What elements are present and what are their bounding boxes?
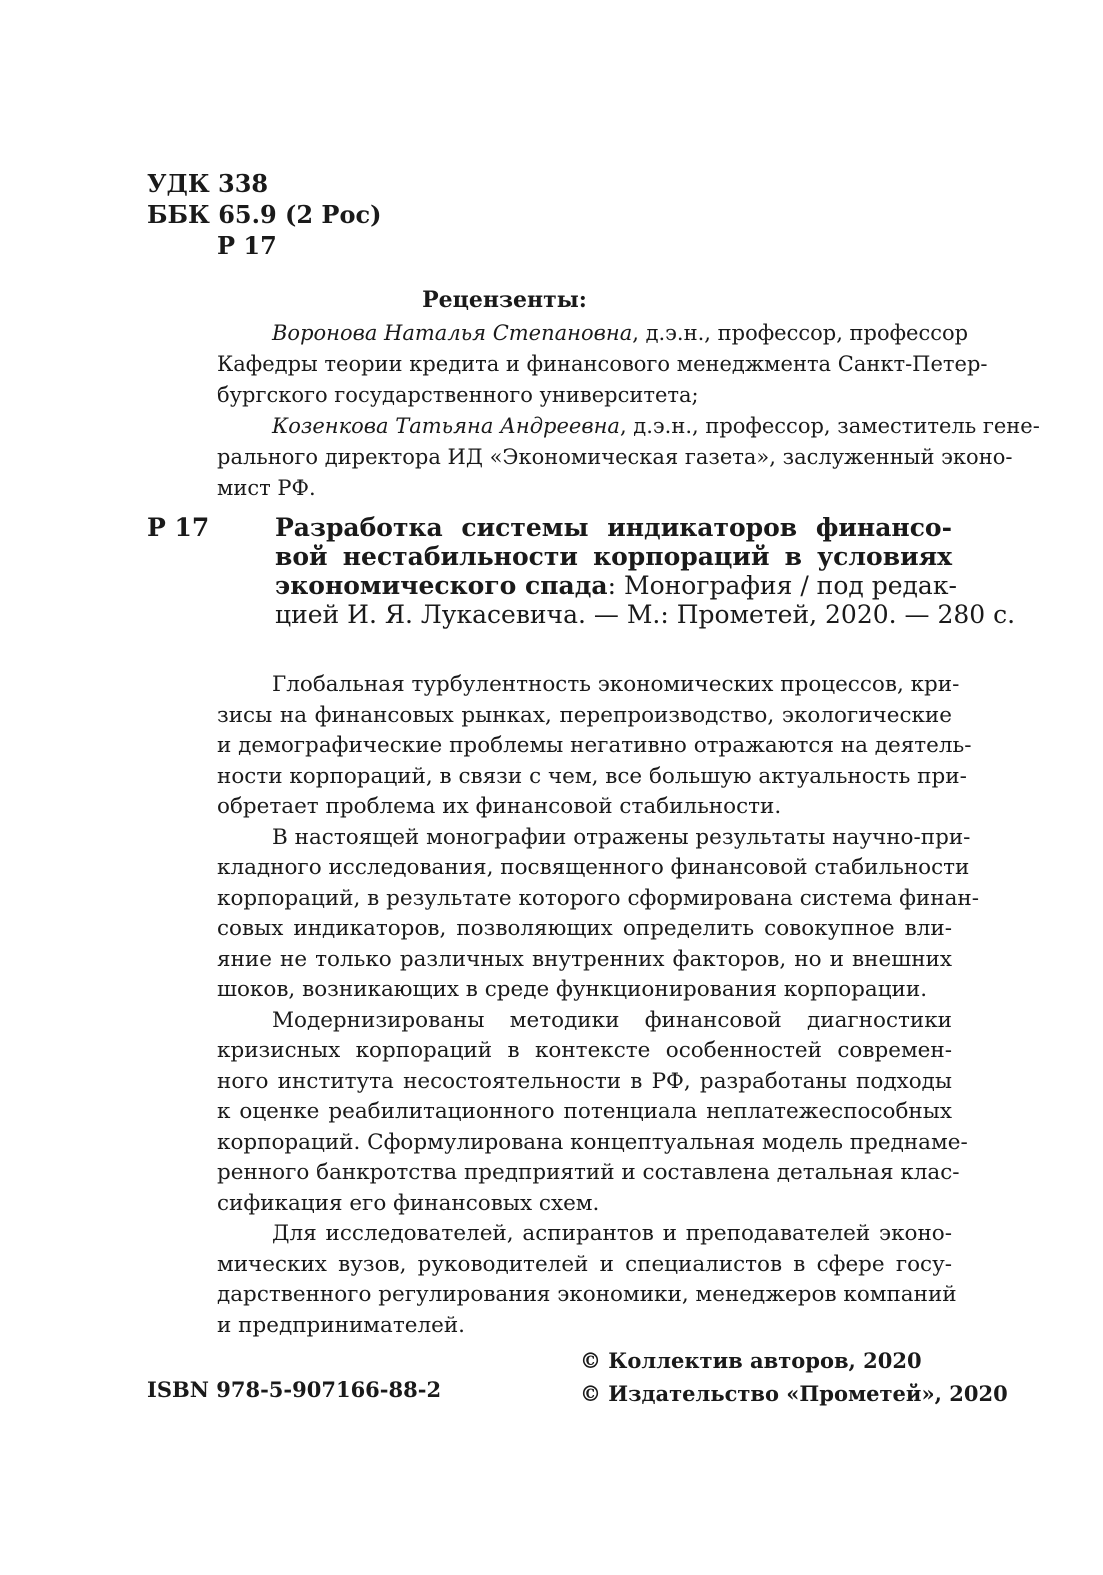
biblio-title-part-2: вой нестабильности корпораций в условиях <box>275 542 952 571</box>
reviewers-heading: Рецензенты: <box>422 287 587 313</box>
reviewer-2-line-1 <box>217 411 1040 442</box>
biblio-line-3 <box>275 571 957 600</box>
reviewer-2-name: Козенкова Татьяна Андреевна <box>272 414 620 438</box>
biblio-code: Р 17 <box>147 513 210 542</box>
abstract-line: и демографические проблемы негативно отражаются на деятель- <box>217 733 972 758</box>
reviewers-block <box>217 285 1040 504</box>
abstract-line: зисы на финансовых рынках, перепроизводство, экологические <box>217 702 952 728</box>
copyright-authors: © Коллектив авторов, 2020 <box>580 1348 922 1373</box>
abstract-line: сификация его финансовых схем. <box>217 1190 600 1216</box>
abstract-line: кризисных корпораций в контексте особенностей современ- <box>217 1038 952 1063</box>
biblio-title-part-1: Разработка системы индикаторов финансо- <box>275 513 952 542</box>
abstract-line: ного института несостоятельности в РФ, разработаны подходы <box>217 1068 952 1094</box>
abstract-line: яние не только различных внутренних факторов, но и внешних <box>217 946 952 972</box>
abstract <box>217 670 980 1341</box>
reviewer-2-line-3: мист РФ. <box>217 476 316 500</box>
isbn: ISBN 978-5-907166-88-2 <box>147 1377 442 1402</box>
reviewer-2-line-2: рального директора ИД «Экономическая газета», заслуженный эконо- <box>217 445 1013 469</box>
classification-block <box>147 168 381 261</box>
biblio-line-1 <box>275 513 952 542</box>
udk-code: УДК 338 <box>147 169 269 198</box>
abstract-line: ренного банкротства предприятий и составлена детальная клас- <box>217 1160 960 1185</box>
abstract-line: мических вузов, руководителей и специалистов в сфере госу- <box>217 1251 952 1277</box>
abstract-line: корпораций, в результате которого сформирована система финан- <box>217 885 980 911</box>
abstract-line: Глобальная турбулентность экономических процессов, кри- <box>272 672 960 697</box>
abstract-line: шоков, возникающих в среде функционирования корпорации. <box>217 977 928 1002</box>
biblio-line-2 <box>275 542 952 571</box>
abstract-line: корпораций. Сформулирована концептуальная модель преднаме- <box>217 1129 968 1155</box>
biblio-line-4: цией И. Я. Лукасевича. — М.: Прометей, 2020. — 280 с. <box>275 600 1016 629</box>
reviewer-2-line-1-rest: , д.э.н., профессор, заместитель гене- <box>619 414 1040 438</box>
biblio-title-part-3: экономического спада <box>275 571 608 600</box>
abstract-line: дарственного регулирования экономики, менеджеров компаний <box>217 1282 957 1307</box>
abstract-line: В настоящей монографии отражены результаты научно-при- <box>272 824 971 850</box>
biblio-body <box>275 513 1016 629</box>
reviewer-1-line-1 <box>217 318 969 349</box>
bibliographic-entry <box>147 513 1016 629</box>
reviewer-1-line-2: Кафедры теории кредита и финансового менеджмента Санкт-Петер- <box>217 352 988 376</box>
bbk-code: ББК 65.9 (2 Рос) <box>147 200 382 229</box>
reviewer-1-line-1-rest: , д.э.н., профессор, профессор <box>632 321 969 345</box>
copyright-publisher: © Издательство «Прометей», 2020 <box>580 1381 1008 1406</box>
reviewer-1-line-3: бургского государственного университета; <box>217 383 699 407</box>
abstract-line: совых индикаторов, позволяющих определить совокупное вли- <box>217 916 952 941</box>
copyright-block <box>580 1344 1008 1410</box>
abstract-line: кладного исследования, посвященного финансовой стабильности <box>217 855 970 880</box>
abstract-line: к оценке реабилитационного потенциала неплатежеспособных <box>217 1099 952 1124</box>
abstract-line: и предпринимателей. <box>217 1312 466 1338</box>
author-mark: Р 17 <box>217 231 277 260</box>
biblio-line-3-rest: : Монография / под редак- <box>607 571 957 600</box>
abstract-line: Для исследователей, аспирантов и преподавателей эконо- <box>272 1221 952 1246</box>
abstract-line: обретает проблема их финансовой стабильности. <box>217 794 782 819</box>
abstract-line: ности корпораций, в связи с чем, все большую актуальность при- <box>217 763 967 789</box>
reviewer-1-name: Воронова Наталья Степановна <box>272 321 633 345</box>
abstract-line: Модернизированы методики финансовой диагностики <box>272 1007 952 1033</box>
